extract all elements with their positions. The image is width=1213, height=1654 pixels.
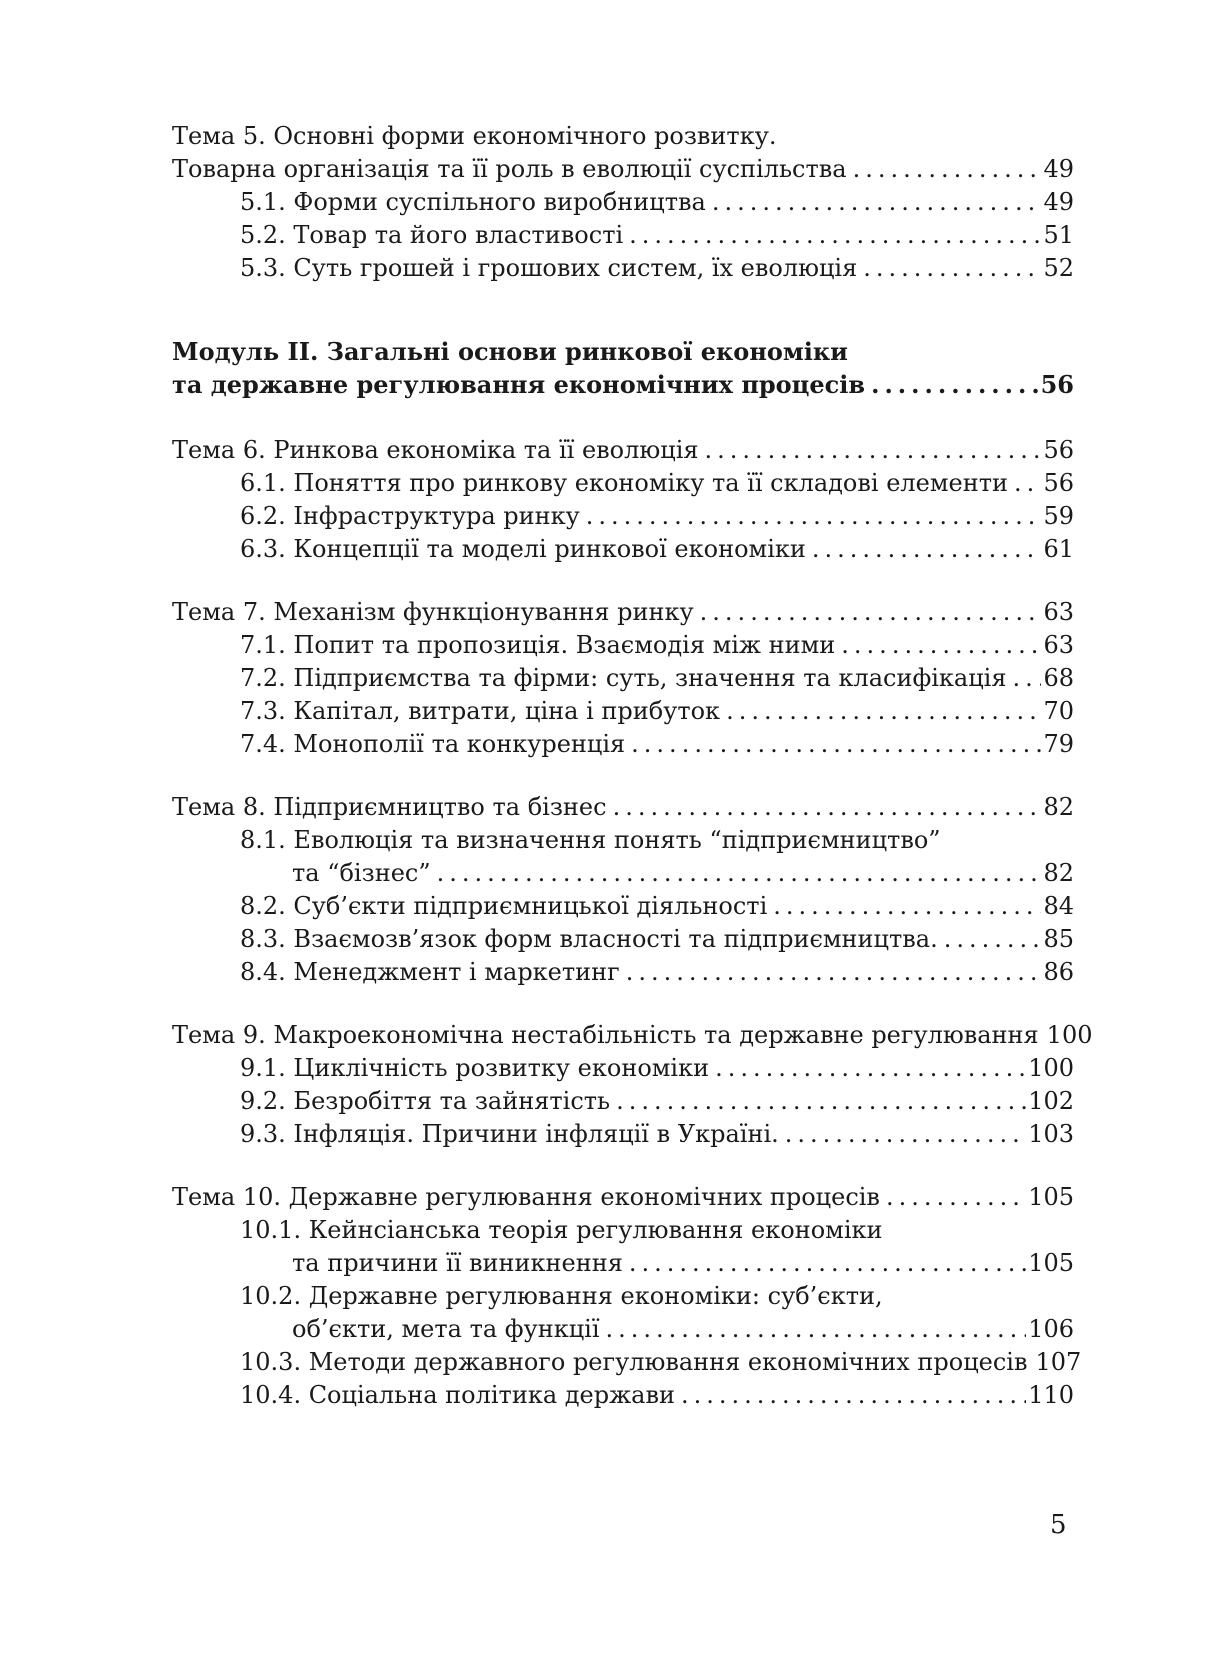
entry-label: 8.4. Менеджмент і маркетинг [240,958,620,986]
entry-label: 5.2. Товар та його властивості [240,221,624,249]
toc-topic-8 [172,791,1074,824]
toc-entry-9-2 [172,1085,1074,1118]
toc-entry-10-4 [172,1379,1074,1412]
entry-label: 9.3. Інфляція. Причини інфляції в Україні. [240,1120,779,1148]
toc-entry-8-1-line2 [172,857,1074,890]
leader-dots [616,1085,1026,1118]
spacer [172,989,1074,1019]
page-ref: 102 [1028,1087,1074,1115]
toc-entry-10-2-line1 [172,1280,1074,1313]
toc-entry-7-1 [172,629,1074,662]
toc-topic-5-title: Тема 5. Основні форми економічного розвитку. [172,122,777,150]
toc-entry-10-1-line2 [172,1247,1074,1280]
spacer [172,285,1074,335]
toc-topic-8-title: Тема 8. Підприємництво та бізнес [172,793,607,821]
page-ref: 68 [1043,664,1074,692]
entry-label: 6.1. Поняття про ринкову економіку та її складові елементи [240,469,1008,497]
toc-entry-9-1 [172,1052,1074,1085]
page-ref: 56 [1043,436,1074,464]
leader-dots [841,629,1041,662]
leader-dots [944,923,1042,956]
entry-label: 7.4. Монополії та конкуренція [240,730,626,758]
toc-entry-5-1 [172,186,1074,219]
page-ref: 100 [1028,1054,1074,1082]
leader-dots [629,219,1041,252]
entry-label-cont: та “бізнес” [292,859,431,887]
entry-label: 8.2. Суб’єкти підприємницької діяльності [240,892,768,920]
page-number: 5 [1050,1510,1067,1540]
toc-entry-8-2 [172,890,1074,923]
page-ref: 82 [1043,859,1074,887]
entry-label: 8.3. Взаємозв’язок форм власності та підприємництва. [240,925,938,953]
toc-topic-9-title: Тема 9. Макроекономічна нестабільність та державне регулювання [172,1021,1039,1049]
spacer [172,761,1074,791]
leader-dots [681,1379,1026,1412]
toc-entry-6-3 [172,533,1074,566]
toc-topic-5-title-line2 [172,153,1074,186]
toc-topic-5-title-cont: Товарна організація та її роль в еволюції суспільства [172,155,847,183]
entry-label: 7.1. Попит та пропозиція. Взаємодія між ними [240,631,836,659]
spacer [172,401,1074,434]
leader-dots [785,1118,1026,1151]
toc-topic-6 [172,434,1074,467]
table-of-contents [172,120,1093,1412]
toc-module-2-title: Модуль ІІ. Загальні основи ринкової економіки [172,337,848,366]
leader-dots [700,596,1042,629]
leader-dots [629,1247,1026,1280]
toc-entry-10-3 [172,1346,1082,1379]
entry-label: 6.2. Інфраструктура ринку [240,502,580,530]
toc-topic-6-title: Тема 6. Ринкова економіка та її еволюція [172,436,699,464]
toc-entry-6-1 [172,467,1074,500]
page-ref: 63 [1043,631,1074,659]
toc-module-2-title-line2 [172,368,1074,401]
page-ref: 106 [1028,1315,1074,1343]
leader-dots [726,695,1041,728]
entry-label: 10.4. Соціальна політика держави [240,1381,675,1409]
page-ref: 82 [1043,793,1074,821]
leader-dots [715,1052,1026,1085]
entry-label: 5.1. Форми суспільного виробництва [240,188,706,216]
entry-label: 7.3. Капітал, витрати, ціна і прибуток [240,697,721,725]
entry-label: 9.2. Безробіття та зайнятість [240,1087,611,1115]
page-ref: 70 [1043,697,1074,725]
toc-entry-6-2 [172,500,1074,533]
toc-module-2-title-line1 [172,335,1074,368]
leader-dots [886,1181,1026,1214]
page-ref: 110 [1028,1381,1074,1409]
toc-entry-7-3 [172,695,1074,728]
toc-entry-10-2-line2 [172,1313,1074,1346]
toc-entry-8-1-line1 [172,824,1074,857]
leader-dots [606,1313,1027,1346]
leader-dots [626,956,1042,989]
page-ref: 84 [1043,892,1074,920]
toc-topic-7 [172,596,1074,629]
leader-dots [712,186,1042,219]
page-ref: 56 [1043,469,1074,497]
page-ref: 63 [1043,598,1074,626]
spacer [172,566,1074,596]
toc-entry-7-4 [172,728,1074,761]
entry-label: 10.2. Державне регулювання економіки: суб’єкти, [240,1282,883,1310]
toc-entry-5-3 [172,252,1074,285]
toc-topic-9 [172,1019,1093,1052]
page-ref: 56 [1040,370,1074,399]
entry-label: 10.3. Методи державного регулювання економічних процесів [240,1348,1028,1376]
leader-dots [613,791,1042,824]
entry-label-cont: об’єкти, мета та функції [292,1315,600,1343]
leader-dots [437,857,1042,890]
page-ref: 86 [1043,958,1074,986]
spacer [172,1151,1074,1181]
toc-entry-9-3 [172,1118,1074,1151]
toc-module-2-title-cont: та державне регулювання економічних процесів [172,370,866,399]
entry-label: 6.3. Концепції та моделі ринкової економіки [240,535,806,563]
leader-dots [871,368,1039,401]
entry-label-cont: та причини її виникнення [292,1249,623,1277]
leader-dots [631,728,1041,761]
leader-dots [586,500,1042,533]
leader-dots [1012,662,1041,695]
toc-entry-5-2 [172,219,1074,252]
leader-dots [863,252,1041,285]
toc-topic-10 [172,1181,1074,1214]
page-ref: 107 [1035,1348,1082,1376]
page-ref: 59 [1043,502,1074,530]
leader-dots [1014,467,1041,500]
page-ref: 79 [1043,730,1074,758]
entry-label: 8.1. Еволюція та визначення понять “підприємництво” [240,826,941,854]
page-ref: 85 [1043,925,1074,953]
toc-entry-8-4 [172,956,1074,989]
page-ref: 100 [1046,1021,1093,1049]
entry-label: 7.2. Підприємства та фірми: суть, значення та класифікація [240,664,1007,692]
entry-label: 9.1. Циклічність розвитку економіки [240,1054,710,1082]
page-ref: 51 [1043,221,1074,249]
toc-topic-5-title-line1 [172,120,1074,153]
page-ref: 52 [1043,254,1074,282]
page-ref: 103 [1028,1120,1074,1148]
toc-entry-10-1-line1 [172,1214,1074,1247]
page-ref: 61 [1043,535,1074,563]
page-ref: 105 [1028,1183,1074,1211]
entry-label: 5.3. Суть грошей і грошових систем, їх еволюція [240,254,858,282]
toc-entry-8-3 [172,923,1074,956]
page-ref: 105 [1028,1249,1074,1277]
leader-dots [853,153,1042,186]
leader-dots [773,890,1041,923]
page-ref: 49 [1043,188,1074,216]
toc-topic-7-title: Тема 7. Механізм функціонування ринку [172,598,694,626]
toc-entry-7-2 [172,662,1074,695]
toc-topic-10-title: Тема 10. Державне регулювання економічних процесів [172,1183,880,1211]
leader-dots [705,434,1042,467]
leader-dots [812,533,1042,566]
page-ref: 49 [1043,155,1074,183]
entry-label: 10.1. Кейнсіанська теорія регулювання економіки [240,1216,883,1244]
